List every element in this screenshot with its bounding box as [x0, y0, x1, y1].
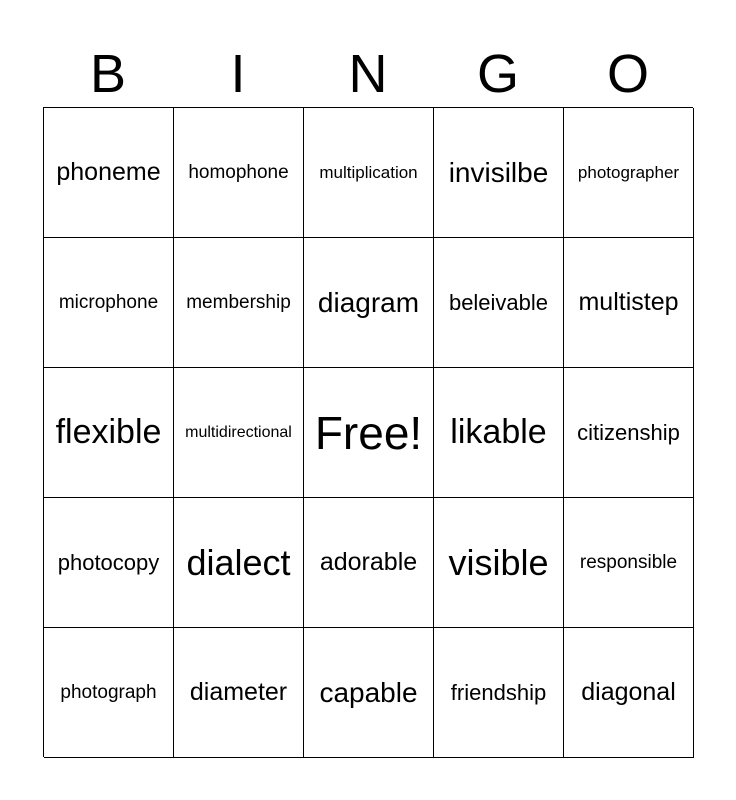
bingo-cell: responsible — [564, 498, 694, 628]
header-letter-o: O — [606, 44, 649, 104]
bingo-cell: friendship — [434, 628, 564, 758]
bingo-cell: diameter — [174, 628, 304, 758]
header-letter-n: N — [348, 44, 388, 104]
bingo-cell: beleivable — [434, 238, 564, 368]
bingo-cell: flexible — [44, 368, 174, 498]
bingo-cell: diagonal — [564, 628, 694, 758]
free-space-cell: Free! — [304, 368, 434, 498]
bingo-board — [43, 107, 693, 757]
bingo-cell: capable — [304, 628, 434, 758]
header-letter-b: B — [89, 44, 127, 104]
bingo-header — [43, 40, 693, 108]
bingo-cell: dialect — [174, 498, 304, 628]
bingo-cell: diagram — [304, 238, 434, 368]
bingo-cell: microphone — [44, 238, 174, 368]
bingo-cell: phoneme — [44, 108, 174, 238]
bingo-cell: photograph — [44, 628, 174, 758]
bingo-cell: photographer — [564, 108, 694, 238]
bingo-cell: photocopy — [44, 498, 174, 628]
bingo-cell: visible — [434, 498, 564, 628]
bingo-cell: adorable — [304, 498, 434, 628]
bingo-cell: homophone — [174, 108, 304, 238]
bingo-cell: likable — [434, 368, 564, 498]
bingo-cell: multistep — [564, 238, 694, 368]
header-letter-g: G — [476, 44, 519, 104]
bingo-cell: citizenship — [564, 368, 694, 498]
bingo-cell: invisilbe — [434, 108, 564, 238]
bingo-cell: multiplication — [304, 108, 434, 238]
header-letter-i: I — [230, 44, 246, 104]
bingo-cell: multidirectional — [174, 368, 304, 498]
bingo-cell: membership — [174, 238, 304, 368]
